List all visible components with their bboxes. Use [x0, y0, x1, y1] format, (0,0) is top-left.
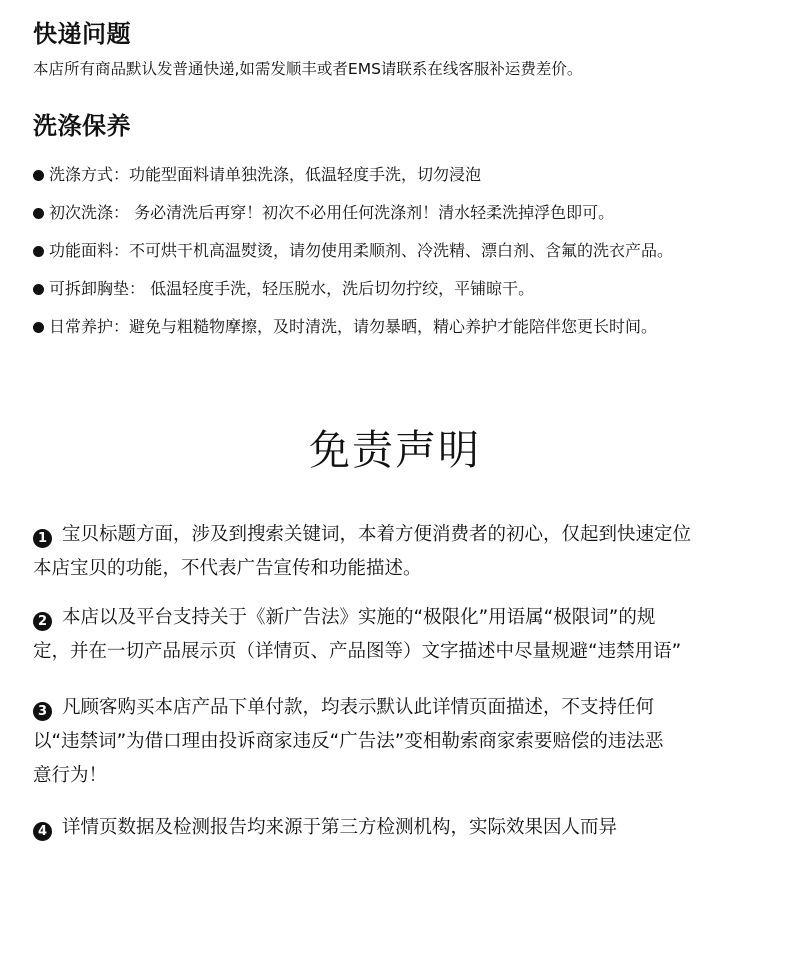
- care-section-title: 洗涤保养: [33, 112, 131, 140]
- bullet-icon: [33, 284, 44, 295]
- disclaimer-clause-2: [33, 601, 768, 669]
- disclaimer-clause-3: [33, 691, 768, 793]
- number-4-icon: 4: [33, 822, 52, 841]
- clause-line: 本店宝贝的功能，不代表广告宣传和功能描述。: [33, 558, 422, 579]
- number-3-icon: 3: [33, 702, 52, 721]
- disclaimer-clause-4: [33, 811, 768, 845]
- number-1-icon: 1: [33, 529, 52, 548]
- care-item: [33, 232, 673, 270]
- care-item-text: 可拆卸胸垫： 低温轻度手洗，轻压脱水，洗后切勿拧绞，平铺晾干。: [49, 279, 535, 298]
- care-item: [33, 156, 673, 194]
- care-item: [33, 270, 673, 308]
- clause-line: 宝贝标题方面，涉及到搜索关键词，本着方便消费者的初心，仅起到快速定位: [62, 524, 692, 545]
- bullet-icon: [33, 246, 44, 257]
- clause-line: 详情页数据及检测报告均来源于第三方检测机构，实际效果因人而异: [62, 817, 618, 838]
- clause-line: 以“违禁词”为借口理由投诉商家违反“广告法”变相勒索商家索要赔偿的违法恶: [33, 731, 664, 752]
- clause-line: 凡顾客购买本店产品下单付款，均表示默认此详情页面描述，不支持任何: [62, 697, 655, 718]
- bullet-icon: [33, 322, 44, 333]
- shipping-section-title: 快递问题: [33, 20, 131, 48]
- care-item: [33, 308, 673, 346]
- bullet-icon: [33, 170, 44, 181]
- disclaimer-title: 免责声明: [309, 426, 481, 474]
- clause-line: 意行为！: [33, 765, 108, 786]
- shipping-note: 本店所有商品默认发普通快递,如需发顺丰或者EMS请联系在线客服补运费差价。: [33, 60, 583, 78]
- care-item-text: 功能面料：不可烘干机高温熨烫，请勿使用柔顺剂、冷洗精、漂白剂、含氟的洗衣产品。: [49, 241, 674, 260]
- clause-line: 本店以及平台支持关于《新广告法》实施的“极限化”用语属“极限词”的规: [62, 607, 656, 628]
- care-list: [33, 156, 673, 346]
- clause-line: 定，并在一切产品展示页（详情页、产品图等）文字描述中尽量规避“违禁用语”: [33, 641, 682, 662]
- care-item: [33, 194, 673, 232]
- care-item-text: 日常养护：避免与粗糙物摩擦，及时清洗，请勿暴晒，精心养护才能陪伴您更长时间。: [49, 317, 658, 336]
- care-item-text: 洗涤方式：功能型面料请单独洗涤，低温轻度手洗，切勿浸泡: [49, 165, 482, 184]
- disclaimer-clause-1: [33, 518, 768, 586]
- bullet-icon: [33, 208, 44, 219]
- number-2-icon: 2: [33, 612, 52, 631]
- care-item-text: 初次洗涤： 务必清洗后再穿！初次不必用任何洗涤剂！清水轻柔洗掉浮色即可。: [49, 203, 615, 222]
